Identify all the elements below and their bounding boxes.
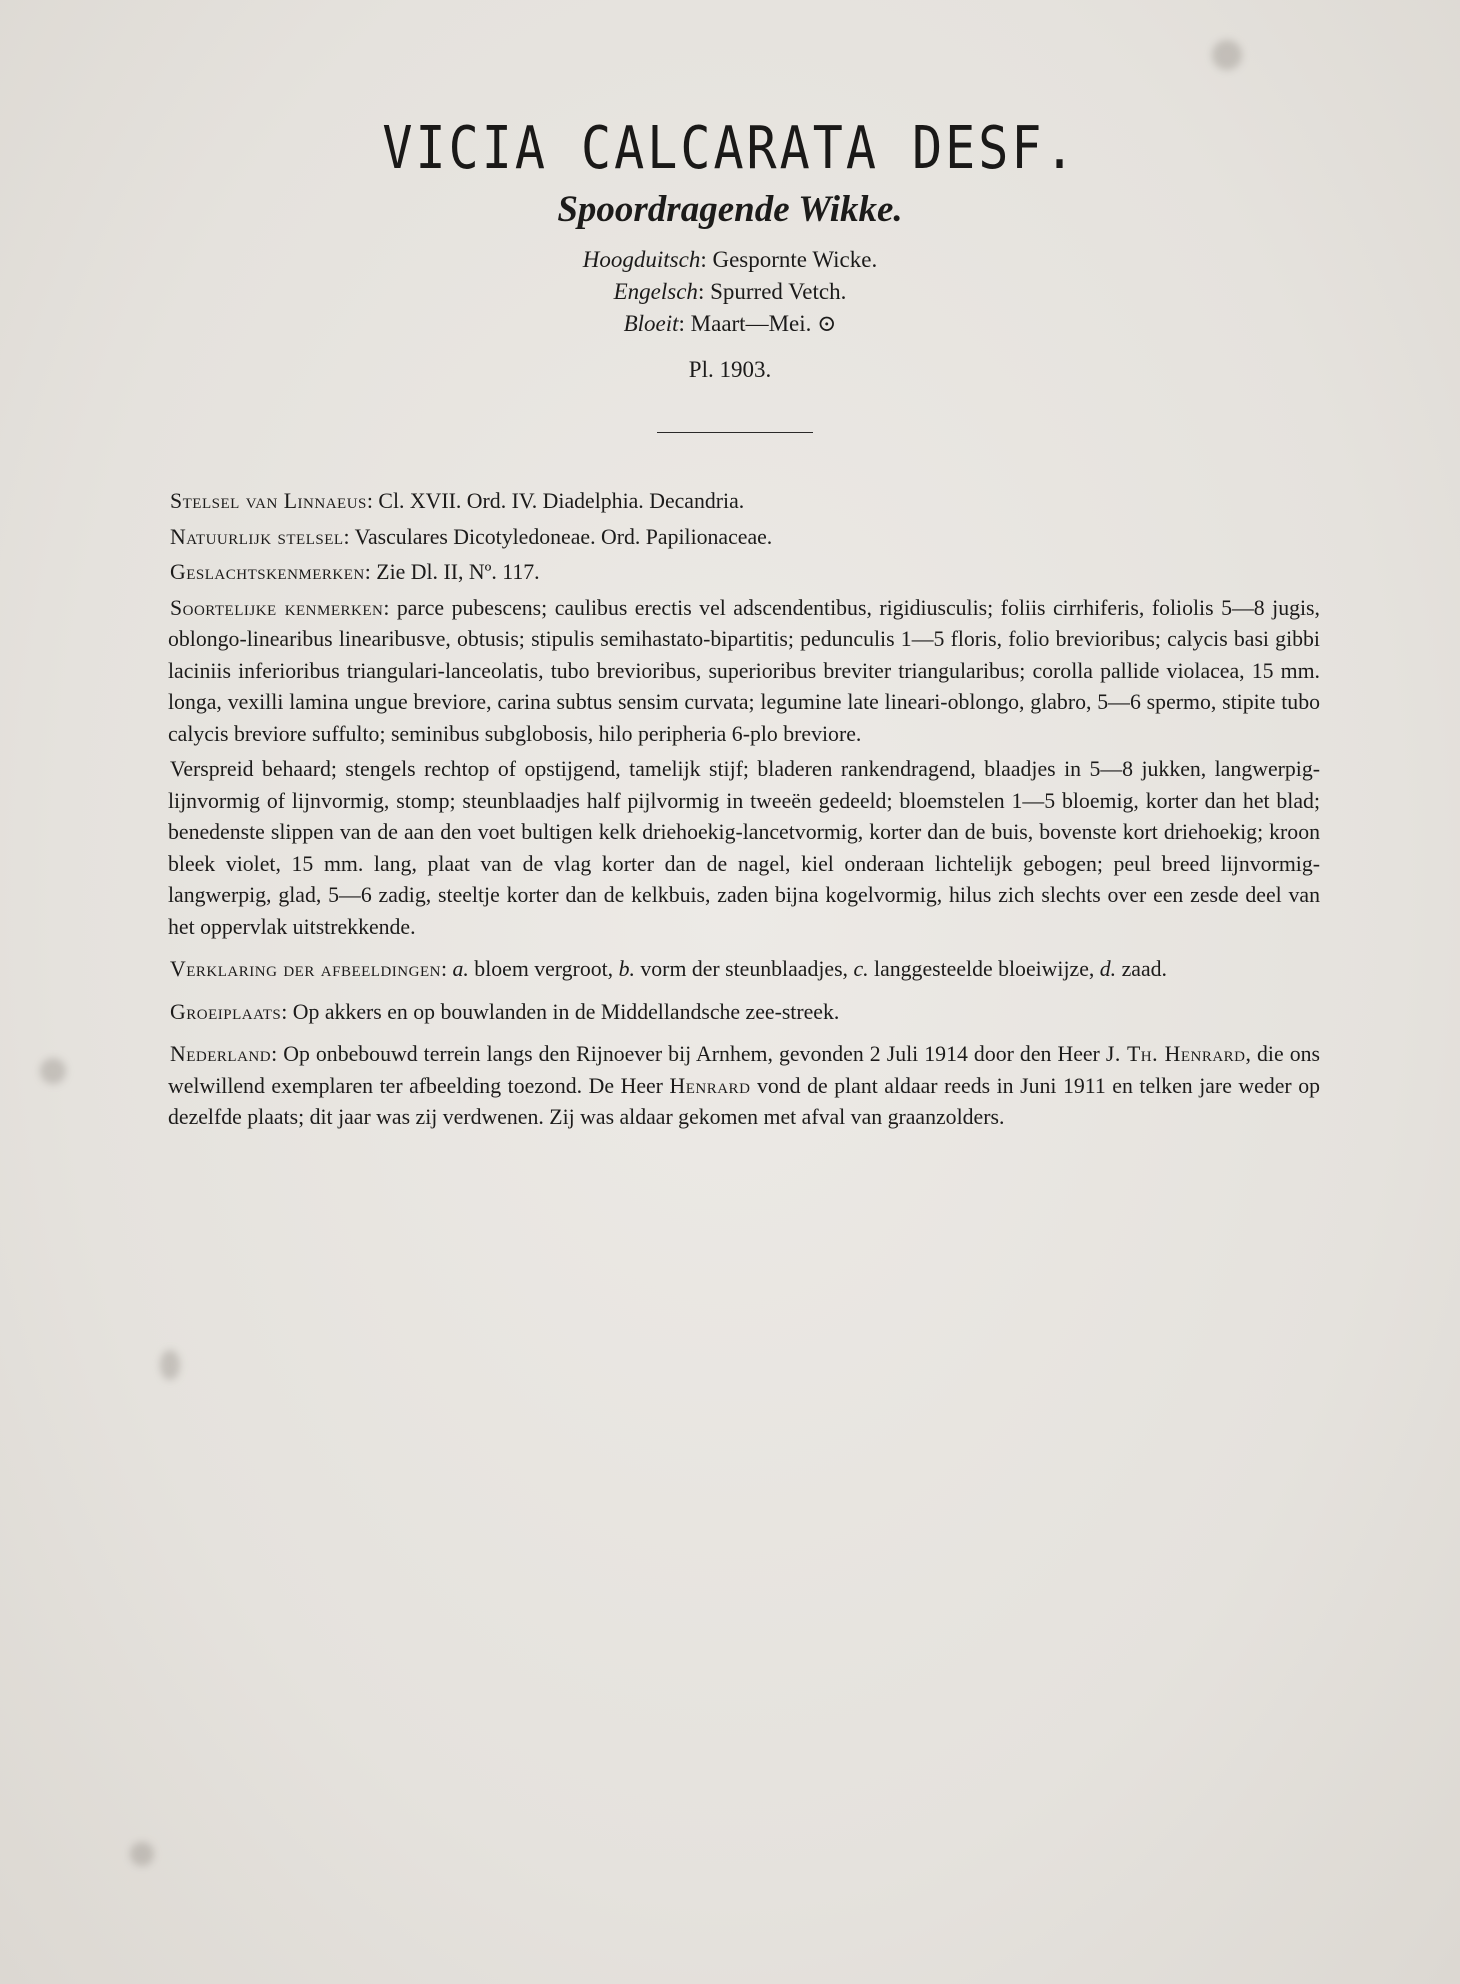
english-name-line <box>0 276 1460 308</box>
natural-system-label: Natuurlijk stelsel <box>170 524 344 549</box>
flowering-line <box>0 308 1460 340</box>
page-smudge-2 <box>40 1058 66 1084</box>
page-smudge-3 <box>160 1350 180 1380</box>
species-separator: : <box>383 595 397 620</box>
figure-text-b: vorm der steunblaadjes, <box>634 957 854 981</box>
netherlands-paragraph <box>168 1039 1320 1134</box>
netherlands-label: Nederland <box>170 1042 272 1066</box>
german-name-line <box>0 244 1460 276</box>
english-name: Spurred Vetch. <box>710 279 847 304</box>
body-text <box>168 486 1320 1145</box>
german-label: Hoogduitsch <box>582 247 701 272</box>
figure-text-d: zaad. <box>1116 957 1167 981</box>
habitat-label: Groeiplaats <box>170 999 282 1024</box>
description-paragraph: Verspreid behaard; stengels rechtop of opstijgend, tamelijk stijf; bladeren rankendragend, blaadjes in 5—8 jukken, langwerpig-lijnvormig of lijnvormig, stomp; steunblaadjes half pijlvormig in tweeën gedeeld; bloemstelen 1—5 bloemig, korter dan het blad; benedenste slippen van de aan den voet bultigen kelk driehoekig-lancetvormig, korter dan de buis, bovenste kort driehoekig; kroon bleek violet, 15 mm. lang, plaat van de vlag korter dan de nagel, kiel onderaan lichtelijk gebogen; peul breed lijnvormig-langwerpig, glad, 5—6 zadig, steeltje korter dan de kelkbuis, zaden bijna kogelvormig, hilus zich slechts over een zesde deel van het oppervlak uitstrekkende. <box>168 757 1320 939</box>
natural-system-text: Vasculares Dicotyledoneae. Ord. Papilionaceae. <box>354 524 773 549</box>
plate-number: Pl. 1903. <box>688 357 772 382</box>
german-separator: : <box>700 247 713 272</box>
species-paragraph <box>168 593 1320 751</box>
flowering-separator: : <box>678 311 691 336</box>
divider-rule <box>657 432 813 433</box>
vernacular-names <box>0 244 1460 340</box>
habitat-text: Op akkers en op bouwlanden in de Middellandsche zee-streek. <box>292 999 840 1024</box>
page-smudge-4 <box>130 1842 154 1866</box>
figure-key-c: c. <box>853 957 869 981</box>
linnaeus-text: Cl. XVII. Ord. IV. Diadelphia. Decandria. <box>378 489 745 513</box>
netherlands-separator: : <box>271 1042 284 1066</box>
collector-surname: Henrard <box>669 1073 751 1098</box>
header <box>0 113 1460 386</box>
netherlands-text-1: Op onbebouwd terrein langs den Rijnoever bij Arnhem, gevonden 2 Juli 1914 door den Heer <box>283 1042 1106 1066</box>
figure-key-a: a. <box>452 957 469 981</box>
habitat-paragraph <box>168 997 1320 1029</box>
figures-paragraph <box>168 954 1320 986</box>
flowering-label: Bloeit <box>623 311 679 336</box>
natural-system-separator: : <box>343 524 355 549</box>
german-name: Gespornte Wicke. <box>712 247 878 272</box>
netherlands-text-3: vond de plant aldaar reeds in Juni 1911 en telken jare weder op dezelfde plaats; dit jaar was zij verdwenen. Zij was aldaar gekomen met afval van graanzolders. <box>168 1073 1320 1129</box>
figures-separator: : <box>440 957 453 981</box>
collector-name: J. Th. Henrard <box>1105 1042 1246 1066</box>
species-label: Soortelijke kenmerken <box>170 595 384 620</box>
natural-system-paragraph <box>168 522 1320 554</box>
linnaeus-paragraph <box>168 486 1320 518</box>
dutch-name: Spoordragende Wikke. <box>557 189 903 230</box>
figure-key-b: b. <box>618 957 635 981</box>
figure-text-a: bloem vergroot, <box>468 957 619 981</box>
netherlands-text-2: , die ons welwillend exemplaren ter afbeelding toezond. De Heer <box>168 1042 1320 1098</box>
english-label: Engelsch <box>613 279 698 304</box>
flowering-period: Maart—Mei. ⊙ <box>690 311 837 336</box>
figure-text-c: langgesteelde bloeiwijze, <box>868 957 1100 981</box>
linnaeus-separator: : <box>366 489 379 513</box>
species-title: VICIA CALCARATA DESF. <box>382 113 1078 183</box>
habitat-separator: : <box>281 999 293 1024</box>
genus-text: Zie Dl. II, Nº. 117. <box>376 560 540 584</box>
genus-separator: : <box>364 560 377 584</box>
linnaeus-label: Stelsel van Linnaeus <box>170 489 367 513</box>
figure-key-d: d. <box>1099 957 1117 981</box>
genus-paragraph <box>168 557 1320 589</box>
species-text: parce pubescens; caulibus erectis vel adscendentibus, rigidiusculis; foliis cirrhiferis, foliolis 5—8 jugis, oblongo-linearibus linearibusve, obtusis; stipulis semihastato-bipartitis; pedunculis 1—5 floris, folio brevioribus; calycis basi gibbi laciniis inferioribus triangulari-lanceolatis, tubo brevioribus, superioribus breviter triangularibus; corolla pallide violacea, 15 mm. longa, vexilli lamina ungue breviore, carina subtus sensim curvata; legumine late lineari-oblongo, glabro, 5—6 spermo, stipite tubo calycis breviore suffulto; seminibus subglobosis, hilo peripheria 6-plo breviore. <box>168 595 1320 746</box>
figures-label: Verklaring der afbeeldingen <box>170 957 441 981</box>
genus-label: Geslachtskenmerken <box>170 560 365 584</box>
english-separator: : <box>697 279 711 304</box>
page-smudge-1 <box>1212 40 1242 70</box>
